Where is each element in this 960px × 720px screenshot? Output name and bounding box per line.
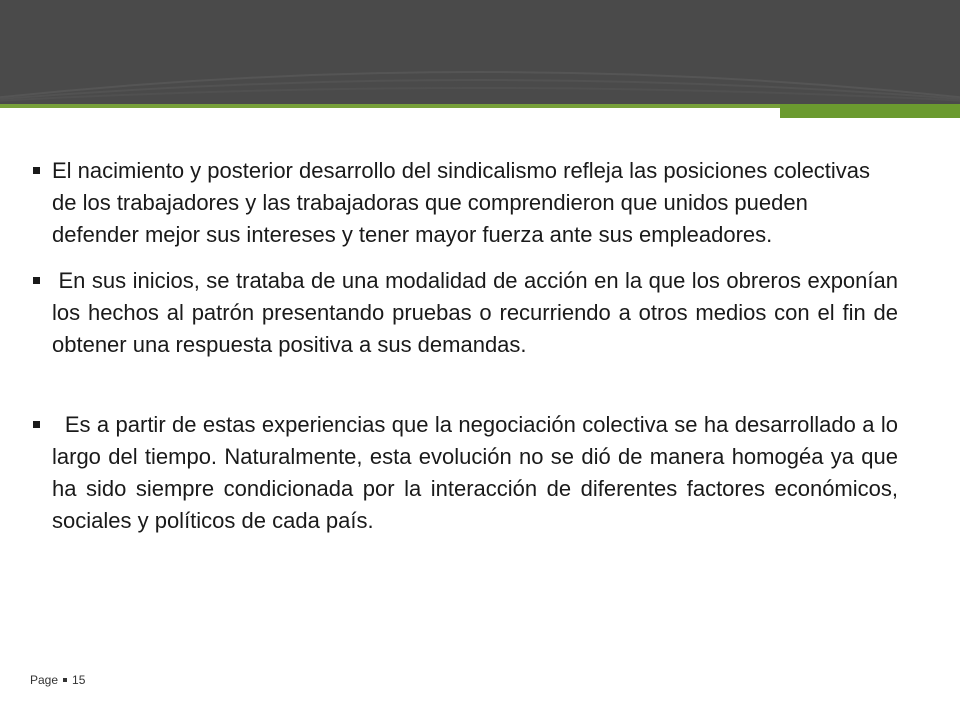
page-footer bbox=[30, 673, 85, 687]
accent-line bbox=[0, 104, 780, 108]
bullet-text: El nacimiento y posterior desarrollo del sindicalismo refleja las posiciones colectivas de los trabajadores y las trabajadoras que comprendieron que unidos pueden defender mejor sus intereses y tener mayor fuerza ante sus empleadores. bbox=[52, 158, 871, 247]
square-bullet-icon bbox=[33, 167, 40, 174]
square-bullet-icon bbox=[33, 421, 40, 428]
bullet-text: En sus inicios, se trataba de una modalidad de acción en la que los obreros exponían los hechos al patrón presentando pruebas o recurriendo a otros medios con el fin de obtener una respuesta positiva a sus demandas. bbox=[52, 268, 905, 357]
bullet-text: Es a partir de estas experiencias que la negociación colectiva se ha desarrollado a lo largo del tiempo. Naturalmente, esta evolución no se dió de manera homogéa ya que ha sido siempre condicionada por la interacción de diferentes factores económicos, sociales y políticos de cada país. bbox=[52, 412, 905, 533]
square-separator-icon bbox=[63, 678, 67, 682]
square-bullet-icon bbox=[33, 277, 40, 284]
slide-content bbox=[30, 155, 905, 537]
header-bar bbox=[0, 0, 960, 104]
bullet-item bbox=[30, 265, 905, 361]
page-label: Page bbox=[30, 673, 59, 687]
page-number: 15 bbox=[72, 673, 86, 687]
bullet-item bbox=[30, 409, 905, 537]
header-decoration bbox=[0, 0, 960, 104]
bullet-item bbox=[30, 155, 882, 251]
accent-block bbox=[780, 104, 960, 118]
